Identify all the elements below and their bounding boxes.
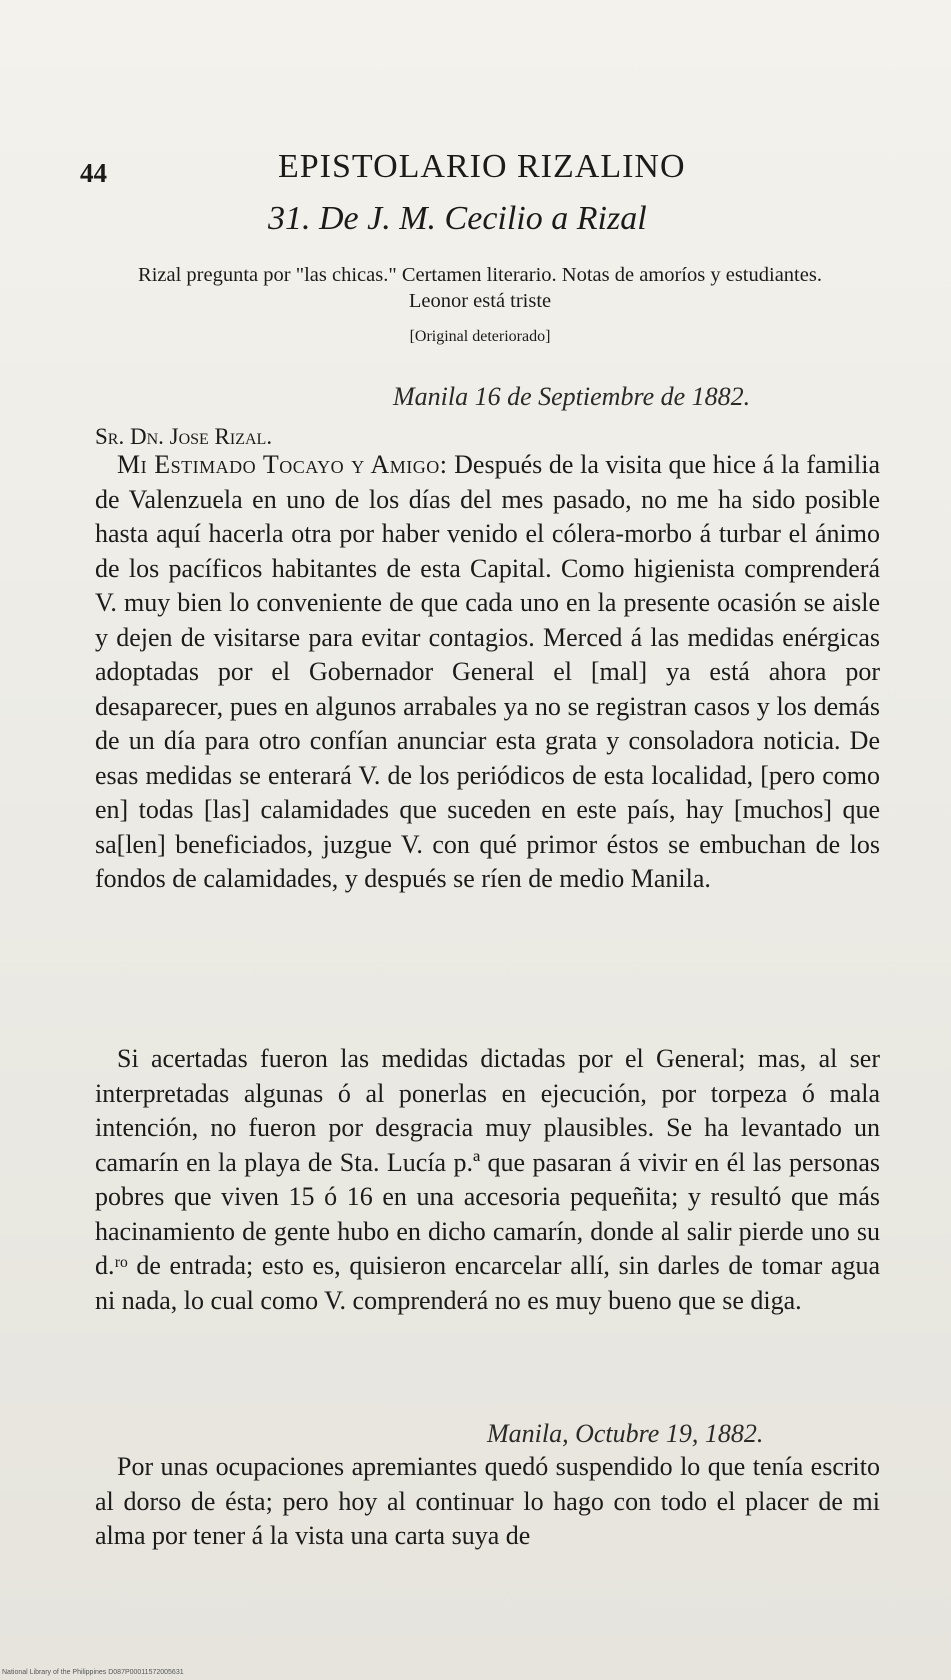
page-number: 44: [80, 158, 107, 188]
dateline-first: Manila 16 de Septiembre de 1882.: [393, 382, 751, 411]
letter-summary: Rizal pregunta por "las chicas." Certamen literario. Notas de amoríos y estudiantes. Leonor está triste: [138, 264, 822, 312]
paragraph-1-text: Después de la visita que hice á la familia de Valenzuela en uno de los días del mes pasado, no me ha sido posible hasta aquí hacerla otra por haber venido el cólera-morbo á turbar el ánimo de los pacíficos habitantes de esta Capital. Como higienista comprenderá V. muy bien lo conveniente de que cada uno en la presente ocasión se aisle y dejen de visitarse para evitar contagios. Merced á las medidas enérgicas adoptadas por el Gobernador General el [mal] ya está ahora por desaparecer, pues en algunos arrabales ya no se registran casos y los demás de un día para otro confían anunciar esta grata y consoladora noticia. De esas medidas se enterará V. de los periódicos de esta localidad, [pero como en] todas [las] calamidades que suceden en este país, hay [muchos] que sa[len] beneficiados, juzgue V. con qué primor éstos se embuchan de los fondos de calamidades, y después se ríen de medio Manila.: [95, 450, 880, 893]
paragraph-2: Si acertadas fueron las medidas dictadas por el General; mas, al ser interpretadas algunas ó al ponerlas en ejecución, por torpeza ó mala intención, no fueron por desgracia muy plausibles. Se ha levantado un camarín en la playa de Sta. Lucía p.ª que pasaran á vivir en él las personas pobres que viven 15 ó 16 en una accesoria pequeñita; y resultó que más hacinamiento de gente hubo en dicho camarín, donde al salir pierde uno su d.ʳᵒ de entrada; esto es, quisieron encarcelar allí, sin darles de tomar agua ni nada, lo cual como V. comprenderá no es muy bueno que se diga.: [95, 1044, 880, 1315]
scan-credit: National Library of the Philippines D087P00011572005631: [2, 1669, 184, 1676]
running-head: EPISTOLARIO RIZALINO: [278, 148, 686, 185]
condition-note: [Original deteriorado]: [409, 328, 551, 345]
paragraph-3: Por unas ocupaciones apremiantes quedó suspendido lo que tenía escrito al dorso de ésta; pero hoy al continuar lo hago con todo el placer de mi alma por tener á la vista una carta suya de: [95, 1452, 880, 1550]
dateline-second: Manila, Octubre 19, 1882.: [487, 1419, 764, 1448]
addressee: Sr. Dn. Jose Rizal.: [95, 424, 273, 449]
letter-title: 31. De J. M. Cecilio a Rizal: [268, 200, 647, 237]
greeting: Mi Estimado Tocayo y Amigo:: [117, 450, 448, 479]
paragraph-1: [95, 448, 880, 897]
